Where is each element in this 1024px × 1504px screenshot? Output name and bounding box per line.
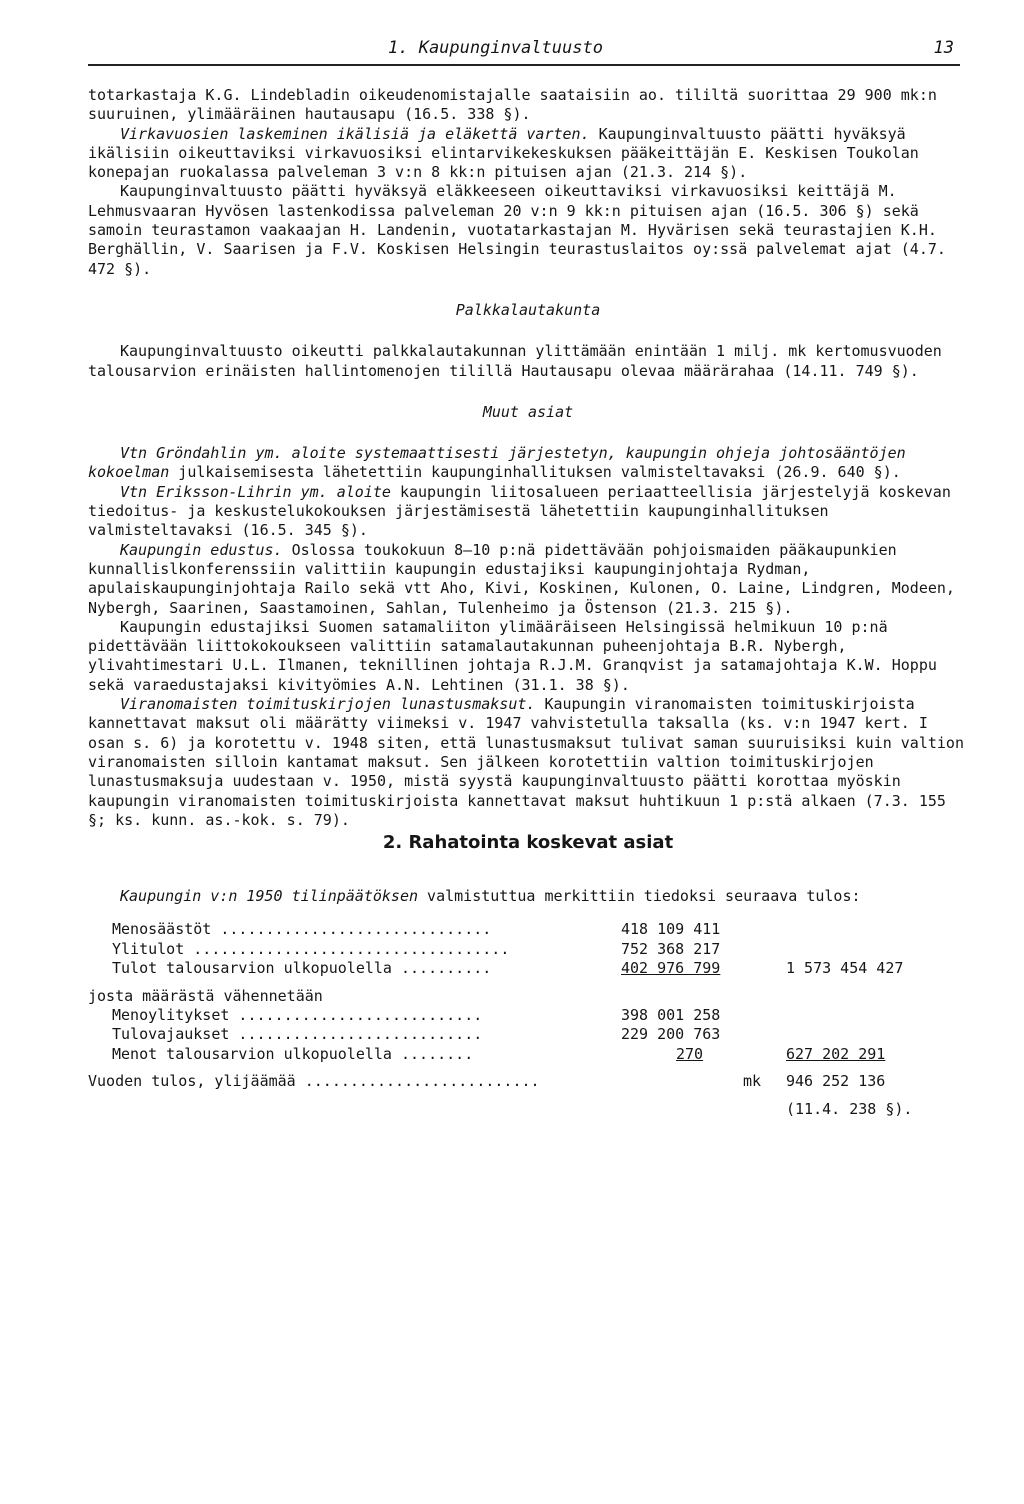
- section-title: 2. Rahatointa koskevat asiat: [382, 832, 674, 853]
- table-row: Tulot talousarvion ulkopuolella .......... 402 976 799 1 573 454 427: [112, 959, 904, 978]
- table-row: (11.4. 238 §).: [786, 1099, 913, 1118]
- subheading: Palkkalautakunta: [455, 300, 601, 319]
- paragraph: Kaupungin edustajiksi Suomen satamaliiton ylimääräiseen Helsingissä helmikuun 10 p:nä pidettävään liittokokoukseen valittiin satamalautakunnan puheenjohtaja B.R. Nybergh, ylivahtimestari U.L. Ilmanen, teknillinen johtaja R.J.M. Granqvist ja satamajohtaja K.W. Hoppu sekä varaedustajaksi kivityömies A.N. Lehtinen (31.1. 38 §).: [88, 617, 937, 694]
- table-row: Menoylitykset ........................... 398 001 258: [112, 1005, 721, 1024]
- subheading: Muut asiat: [482, 402, 574, 421]
- table-row: Tulovajaukset ........................... 229 200 763: [112, 1025, 721, 1044]
- table-row: Ylitulot ................................... 752 368 217: [112, 939, 721, 958]
- paragraph: Kaupunginvaltuusto oikeutti palkkalautakunnan ylittämään enintään 1 milj. mk kertomusvuoden talousarvion erinäisten hallintomenojen tilillä Hautausapu olevaa määrärahaa (14.11. 749 §).: [88, 342, 942, 380]
- page-number: 13: [933, 38, 954, 58]
- paragraph: Vtn Eriksson-Lihrin ym. aloite kaupungin liitosalueen periaatteellisia järjestelyjä koskevan tiedoitus- ja keskustelukokouksen järjestämisestä lähetettiin kaupunginhallituksen valmisteltavaksi (16.5. 345 §).: [88, 482, 951, 540]
- page-header: [88, 38, 960, 66]
- paragraph: Viranomaisten toimituskirjojen lunastusmaksut. Kaupungin viranomaisten toimituskirjoista kannettavat maksut oli määrätty viimeksi v. 1947 vahvistetulla taksalla (ks. v:n 1947 kert. I osan s. 6) ja korotettu v. 1948 siten, että lunastusmaksut tulivat saman suuruisiksi kuin valtion viranomaisten silloin kantamat maksut. Sen jälkeen korotettiin valtion toimituskirjojen lunastusmaksuja uudestaan v. 1950, mistä syystä kaupunginvaltuusto päätti korottaa myöskin kaupungin viranomaisten toimituskirjoista kannettavat maksut huhtikuun 1 p:stä alkaen (7.3. 155 §; ks. kunn. as.-kok. s. 79).: [88, 695, 964, 829]
- accounts-intro: Kaupungin v:n 1950 tilinpäätöksen valmistuttua merkittiin tiedoksi seuraava tulos:: [120, 887, 861, 905]
- table-row: josta määrästä vähennetään: [88, 986, 323, 1005]
- running-title: 1. Kaupunginvaltuusto: [388, 38, 603, 58]
- body-text: [88, 86, 968, 830]
- table-row-result: Vuoden tulos, ylijäämää .......................... mk 946 252 136: [88, 1072, 886, 1091]
- accounts-table: [88, 887, 968, 1119]
- paragraph: Kaupunginvaltuusto päätti hyväksyä eläkkeeseen oikeuttaviksi virkavuosiksi keittäjä M. Lehmusvaaran Hyvösen lastenkodissa palveleman 20 v:n 9 kk:n pituisen ajan (16.5. 306 §) sekä samoin teurastamon vaakaajan H. Landenin, vuotatarkastajan M. Hyvärisen sekä teurastajien K.H. Berghällin, V. Saarisen ja F.V. Koskisen Helsingin teurastuslaitos oy:ssä palvelemat ajat (4.7. 472 §).: [88, 182, 946, 278]
- paragraph: Virkavuosien laskeminen ikälisiä ja eläkettä varten. Kaupunginvaltuusto päätti hyväksyä ikälisiin oikeuttaviksi virkavuosiksi elintarvikekeskuksen pääkeittäjän E. Keskisen Toukolan konepajan ruokalassa palveleman 3 v:n 8 kk:n pituisen ajan (21.3. 214 §).: [88, 124, 919, 182]
- paragraph: Kaupungin edustus. Oslossa toukokuun 8–10 p:nä pidettävään pohjoismaiden pääkaupunkien kunnallislkonferenssiin valittiin kaupungin edustajiksi kaupunginjohtaja Rydman, apulaiskaupunginjohtaja Railo sekä vtt Aho, Kivi, Koskinen, Kulonen, O. Laine, Lindgren, Modeen, Nybergh, Saarinen, Saastamoinen, Sahlan, Tulenheimo ja Östenson (21.3. 215 §).: [88, 540, 955, 617]
- table-row: Menosäästöt .............................. 418 109 411: [112, 920, 721, 939]
- paragraph: Vtn Gröndahlin ym. aloite systemaattisesti järjestetyn, kaupungin ohjeja johtosääntöjen kokoelman julkaisemisesta lähetettiin kaupunginhallituksen valmisteltavaksi (26.9. 640 §).: [88, 444, 906, 482]
- paragraph: totarkastaja K.G. Lindebladin oikeudenomistajalle saataisiin ao. tililtä suorittaa 29 900 mk:n suuruinen, ylimääräinen hautausapu (16.5. 338 §).: [88, 86, 937, 124]
- table-row: Menot talousarvion ulkopuolella ........ 270 627 202 291: [112, 1044, 886, 1063]
